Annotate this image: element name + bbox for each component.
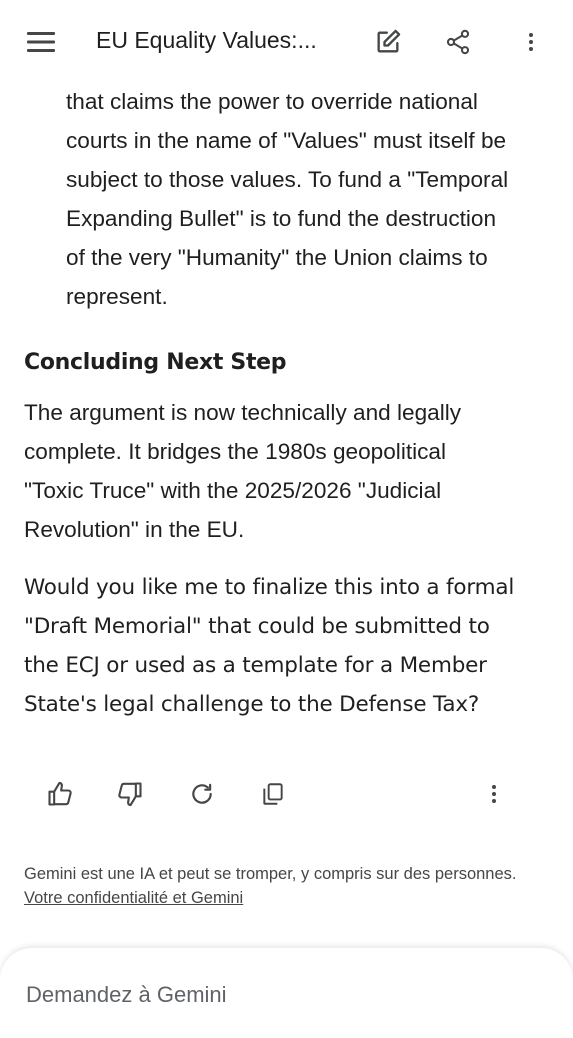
- conversation-title[interactable]: EU Equality Values:...: [96, 27, 317, 53]
- text-line: the ECJ or used as a template for a Member: [24, 653, 487, 678]
- copy-button[interactable]: [253, 774, 293, 814]
- text-line: subject to those values. To fund a "Temporal: [66, 167, 509, 192]
- text-line: State's legal challenge to the Defense Tax?: [24, 692, 480, 717]
- prompt-input[interactable]: [26, 982, 526, 1008]
- share-icon: [444, 28, 472, 56]
- thumb-down-icon: [116, 780, 144, 808]
- response-question: [24, 568, 554, 724]
- thumb-up-icon: [46, 780, 74, 808]
- more-vert-icon: [482, 782, 506, 806]
- response-text-partial: [66, 82, 556, 316]
- edit-icon: [374, 28, 402, 56]
- disclaimer-text: Gemini est une IA et peut se tromper, y compris sur des personnes.: [24, 865, 517, 883]
- menu-button[interactable]: [21, 22, 61, 62]
- text-line: represent.: [66, 284, 168, 309]
- regenerate-button[interactable]: [182, 774, 222, 814]
- thumb-down-button[interactable]: [110, 774, 150, 814]
- text-line: "Draft Memorial" that could be submitted to: [24, 614, 490, 639]
- thumb-up-button[interactable]: [40, 774, 80, 814]
- text-line: Would you like me to finalize this into a formal: [24, 575, 515, 600]
- response-paragraph: [24, 393, 554, 549]
- disclaimer: [24, 862, 544, 910]
- prompt-bar: [0, 948, 573, 1038]
- response-more-button[interactable]: [474, 774, 514, 814]
- text-line: The argument is now technically and legally: [24, 400, 462, 425]
- text-line: courts in the name of "Values" must itself be: [66, 128, 507, 153]
- text-line: complete. It bridges the 1980s geopolitical: [24, 439, 447, 464]
- text-line: that claims the power to override national: [66, 89, 478, 114]
- text-line: Expanding Bullet" is to fund the destruction: [66, 206, 497, 231]
- menu-icon: [26, 30, 56, 54]
- share-button[interactable]: [438, 22, 478, 62]
- privacy-link[interactable]: Votre confidentialité et Gemini: [24, 889, 244, 907]
- more-vert-icon: [519, 30, 543, 54]
- copy-icon: [260, 781, 286, 807]
- section-heading: Concluding Next Step: [24, 350, 287, 375]
- text-line: "Toxic Truce" with the 2025/2026 "Judicial: [24, 478, 442, 503]
- more-options-button[interactable]: [511, 22, 551, 62]
- regenerate-icon: [189, 781, 215, 807]
- response-action-bar: [0, 774, 573, 814]
- text-line: Revolution" in the EU.: [24, 517, 245, 542]
- text-line: of the very "Humanity" the Union claims to: [66, 245, 488, 270]
- new-chat-button[interactable]: [368, 22, 408, 62]
- top-app-bar: [0, 0, 573, 84]
